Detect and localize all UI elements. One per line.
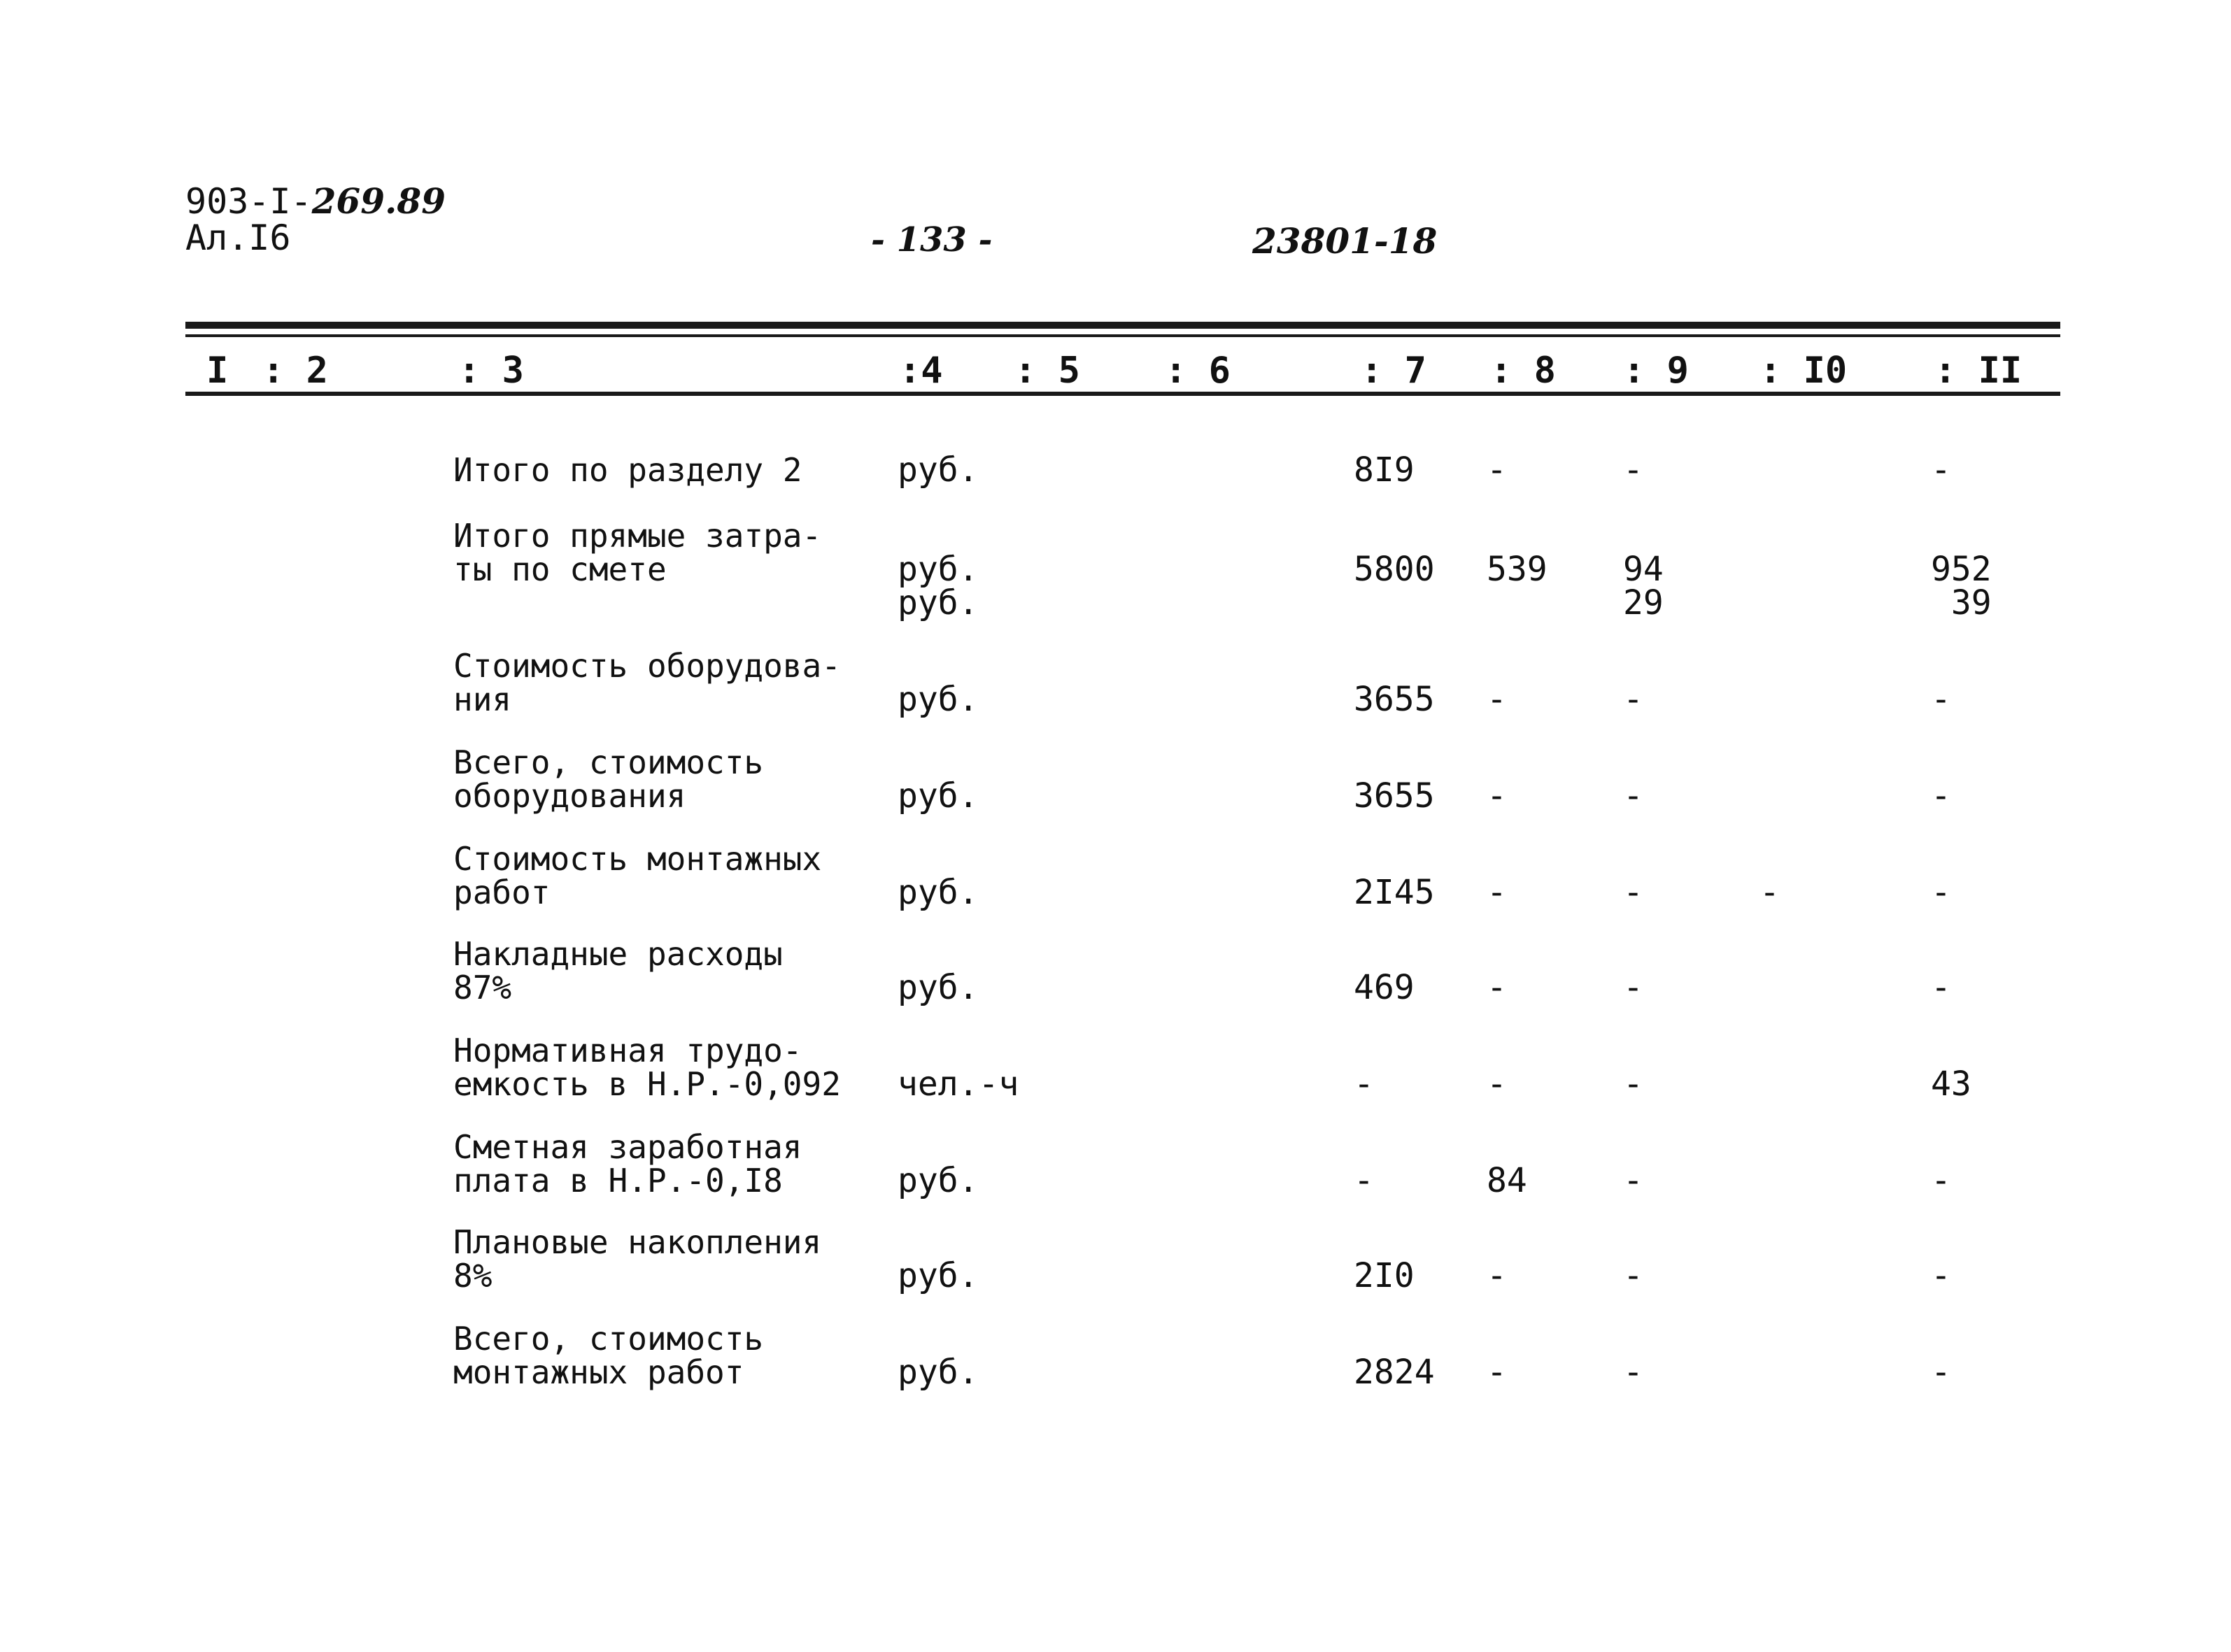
row-unit: руб. xyxy=(898,1161,979,1200)
row-col11: - xyxy=(1931,450,1951,490)
document-code-handwritten: 269.89 xyxy=(311,180,446,222)
row-col8: 84 xyxy=(1487,1161,1527,1200)
row-label: Стоимость оборудова- ния xyxy=(453,647,841,718)
row-col7: 2I0 xyxy=(1354,1256,1415,1295)
row-col11: - xyxy=(1931,680,1951,719)
table-top-rule-thin xyxy=(185,334,2060,337)
row-label: Всего, стоимость оборудования xyxy=(453,743,764,815)
document-code-printed: 903-I- xyxy=(185,181,312,222)
row-col7: - xyxy=(1354,1161,1374,1200)
col-header-10: : I0 xyxy=(1759,350,1848,392)
row-unit: руб. xyxy=(898,450,979,490)
col-header-9: : 9 xyxy=(1623,350,1689,392)
row-col9: - xyxy=(1623,873,1643,912)
row-col11: - xyxy=(1931,1256,1951,1295)
col-header-4: :4 xyxy=(899,350,943,392)
row-col8: - xyxy=(1487,1353,1507,1392)
row-label: Стоимость монтажных работ xyxy=(453,840,822,911)
row-col9: - xyxy=(1623,450,1643,490)
row-unit: руб. xyxy=(898,776,979,816)
row-col8: - xyxy=(1487,873,1507,912)
row-col7: 2824 xyxy=(1354,1353,1435,1392)
col-header-3: : 3 xyxy=(458,350,524,392)
row-col11: 43 xyxy=(1931,1064,1971,1104)
row-col11: 952 39 xyxy=(1931,550,1992,622)
row-col7: 2I45 xyxy=(1354,873,1435,912)
row-col9: - xyxy=(1623,1256,1643,1295)
col-header-1: I xyxy=(206,350,229,392)
row-label: Накладные расходы 87% xyxy=(453,935,783,1006)
row-col10: - xyxy=(1759,873,1780,912)
col-header-7: : 7 xyxy=(1361,350,1426,392)
row-col8: - xyxy=(1487,968,1507,1007)
col-header-6: : 6 xyxy=(1165,350,1231,392)
row-label: Итого прямые затра- ты по смете xyxy=(453,517,822,588)
row-col11: - xyxy=(1931,1353,1951,1392)
row-label: Всего, стоимость монтажных работ xyxy=(453,1320,764,1391)
row-col9: 94 29 xyxy=(1623,550,1664,622)
row-col9: - xyxy=(1623,1353,1643,1392)
row-unit: руб. xyxy=(898,1353,979,1392)
row-col11: - xyxy=(1931,1161,1951,1200)
row-col11: - xyxy=(1931,873,1951,912)
row-col7: 5800 xyxy=(1354,550,1435,589)
row-col8: - xyxy=(1487,1256,1507,1295)
row-unit: руб. руб. xyxy=(898,550,979,622)
row-unit: чел.-ч xyxy=(898,1064,1019,1104)
row-col7: 3655 xyxy=(1354,776,1435,816)
row-col7: 469 xyxy=(1354,968,1415,1007)
row-col8: - xyxy=(1487,776,1507,816)
row-unit: руб. xyxy=(898,873,979,912)
doc-number: 23801-18 xyxy=(1252,220,1438,262)
col-header-5: : 5 xyxy=(1014,350,1080,392)
col-header-11: : II xyxy=(1934,350,2023,392)
row-label: Итого по разделу 2 xyxy=(453,451,802,489)
row-col9: - xyxy=(1623,1161,1643,1200)
col-header-2: : 2 xyxy=(262,350,328,392)
row-col9: - xyxy=(1623,680,1643,719)
row-col7: 3655 xyxy=(1354,680,1435,719)
row-label: Нормативная трудо- емкость в Н.Р.-0,092 xyxy=(453,1032,841,1103)
page-number: - 133 - xyxy=(871,220,993,259)
table-header-rule xyxy=(185,392,2060,396)
row-col8: - xyxy=(1487,680,1507,719)
row-col8: - xyxy=(1487,450,1507,490)
row-unit: руб. xyxy=(898,680,979,719)
row-label: Плановые накопления 8% xyxy=(453,1223,822,1295)
document-code xyxy=(185,180,446,258)
row-col11: - xyxy=(1931,968,1951,1007)
col-header-8: : 8 xyxy=(1490,350,1556,392)
row-col8: - xyxy=(1487,1064,1507,1104)
row-col9: - xyxy=(1623,1064,1643,1104)
row-col7: - xyxy=(1354,1064,1374,1104)
row-col11: - xyxy=(1931,776,1951,816)
row-col9: - xyxy=(1623,968,1643,1007)
row-col7: 8I9 xyxy=(1354,450,1415,490)
row-label: Сметная заработная плата в Н.Р.-0,I8 xyxy=(453,1128,802,1199)
sheet-label: Ал.I6 xyxy=(185,218,291,258)
row-col8: 539 xyxy=(1487,550,1547,589)
row-unit: руб. xyxy=(898,1256,979,1295)
table-top-rule xyxy=(185,322,2060,329)
row-unit: руб. xyxy=(898,968,979,1007)
row-col9: - xyxy=(1623,776,1643,816)
